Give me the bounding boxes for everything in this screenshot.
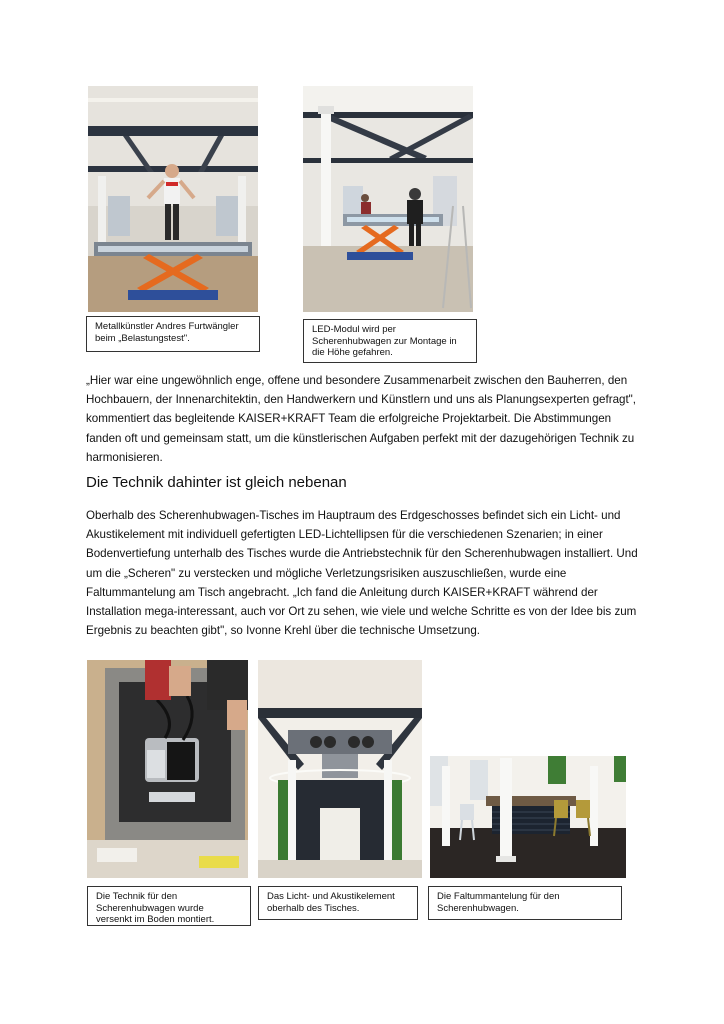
photo-light-acoustic-element [258, 660, 422, 878]
caption-photo-3: Die Technik für den Scherenhubwagen wurde versenkt im Boden montiert. [87, 886, 251, 926]
photo-floor-drive-technology [87, 660, 248, 878]
caption-photo-5: Die Faltummantelung für den Scherenhubwagen. [428, 886, 622, 920]
quote-paragraph: „Hier war eine ungewöhnlich enge, offene und besondere Zusammenarbeit zwischen den Bauherren, den Hochbauern, der Innenarchitektin, den Handwerkern und Künstlern und uns als Planungsexperten gefragt", kommentiert das begleitende KAISER+KRAFT Team die erfolgreiche Projektarbeit. Die Abstimmungen fanden oft und gemeinsam statt, um die künstlerischen Aufgaben perfekt mit der dazugehörigen Technik zu harmonisieren. [86, 374, 637, 464]
photo-folding-cover [430, 756, 626, 878]
photo-artist-on-table [88, 86, 258, 312]
section-heading: Die Technik dahinter ist gleich nebenan [86, 474, 347, 491]
caption-photo-1: Metallkünstler Andres Furtwängler beim „Belastungstest". [86, 316, 260, 352]
caption-photo-2: LED-Modul wird per Scherenhubwagen zur Montage in die Höhe gefahren. [303, 319, 477, 363]
caption-photo-4: Das Licht- und Akustikelement oberhalb des Tisches. [258, 886, 418, 920]
body-paragraph: Oberhalb des Scherenhubwagen-Tisches im Hauptraum des Erdgeschosses befindet sich ein Licht- und Akustikelement mit individuell gefertigten LED-Lichtellipsen für die verschiedenen Szenarien; in einer Bodenvertiefung unterhalb des Tisches wurde die Antriebstechnik für den Scherenhubwagen installiert. Und um die „Scheren" zu verstecken und mögliche Verletzungsrisiken auszuschließen, wurde eine Faltummantelung am Tisch angebracht. „Ich fand die Anleitung durch KAISER+KRAFT während der Installation mega-interessant, auch vor Ort zu sehen, wie viele und welche Schritte es von der Idee bis zum Ergebnis zu beachten gibt", so Ivonne Krehl über die technische Umsetzung. [86, 509, 638, 638]
photo-led-module-lift [303, 86, 473, 312]
